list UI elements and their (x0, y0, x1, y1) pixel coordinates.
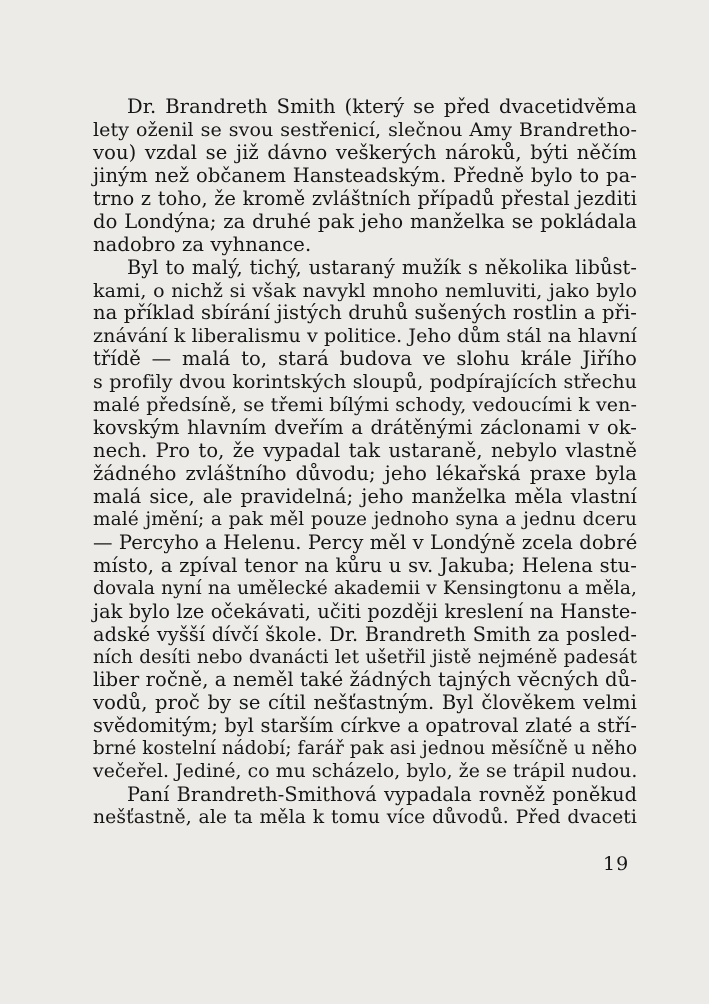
text-line: dovala nyní na umělecké akademii v Kensingtonu a měla, (93, 577, 637, 599)
text-line: jiným než občanem Hansteadským. Předně bylo to pa- (93, 163, 637, 187)
text-line: trno z toho, že kromě zvláštních případů přestal jezditi (93, 186, 637, 210)
body-text (93, 96, 637, 830)
text-line: Dr. Brandreth Smith (který se před dvacetidvěma (127, 95, 637, 118)
text-line: liber ročně, a neměl také žádných tajných věcných dů- (93, 668, 637, 692)
text-line: s profily dvou korintských sloupů, podpírajících střechu (93, 371, 637, 394)
text-line: vodů, proč by se cítil nešťastným. Byl člověkem velmi (93, 691, 637, 715)
text-line: vou) vzdal se již dávno veškerých nároků, býti něčím (93, 140, 637, 164)
text-line: malé předsíně, se třemi bílými schody, vedoucími k ven- (93, 394, 637, 417)
text-line: jak bylo lze očekávati, učiti později kreslení na Hanste- (93, 599, 637, 623)
text-line: do Londýna; za druhé pak jeho manželka se pokládala (93, 209, 637, 233)
text-line: žádného zvláštního důvodu; jeho lékařská praxe byla (93, 462, 637, 485)
text-line: adské vyšší dívčí škole. Dr. Brandreth Smith za posled- (93, 622, 637, 646)
text-line: třídě — malá to, stará budova ve slohu krále Jiřího (93, 347, 637, 371)
text-line: kami, o nichž si však navykl mnoho nemluviti, jako bylo (93, 279, 637, 302)
text-line: Paní Brandreth-Smithová vypadala rovněž poněkud (127, 783, 637, 807)
text-line: nadobro za vyhnance. (93, 232, 312, 256)
text-line: ních desíti nebo dvanácti let ušetřil jistě nejméně padesát (93, 646, 637, 668)
text-line: malé jmění; a pak měl pouze jednoho syna a jednu dceru (93, 508, 637, 530)
text-line: místo, a zpíval tenor na kůru u sv. Jakuba; Helena stu- (93, 553, 637, 577)
text-line: brné kostelní nádobí; farář pak asi jednou měsíčně u něho (93, 738, 638, 760)
text-line: kovským hlavním dveřím a drátěnými záclonami v ok- (93, 416, 637, 440)
text-line: lety oženil se svou sestřenicí, slečnou Amy Brandretho- (93, 118, 637, 141)
text-line: večeřel. Jediné, co mu scházelo, bylo, že se trápil nudou. (93, 761, 638, 783)
text-line: svědomitým; byl starším církve a opatroval zlaté a stří- (93, 714, 637, 738)
page-number: 19 (603, 853, 630, 875)
text-line: znávání k liberalismu v politice. Jeho dům stál na hlavní (93, 325, 637, 348)
text-line: nech. Pro to, že vypadal tak ustaraně, nebylo vlastně (93, 439, 637, 463)
text-line: nešťastně, ale ta měla k tomu více důvodů. Před dvaceti (93, 807, 637, 829)
text-line: na příklad sbírání jistých druhů sušených rostlin a při- (93, 301, 637, 325)
text-line: — Percyho a Helenu. Percy měl v Londýně zcela dobré (93, 530, 638, 554)
text-line: malá sice, ale pravidelná; jeho manželka měla vlastní (93, 484, 637, 508)
text-line: Byl to malý, tichý, ustaraný mužík s několika libůst- (127, 255, 637, 279)
